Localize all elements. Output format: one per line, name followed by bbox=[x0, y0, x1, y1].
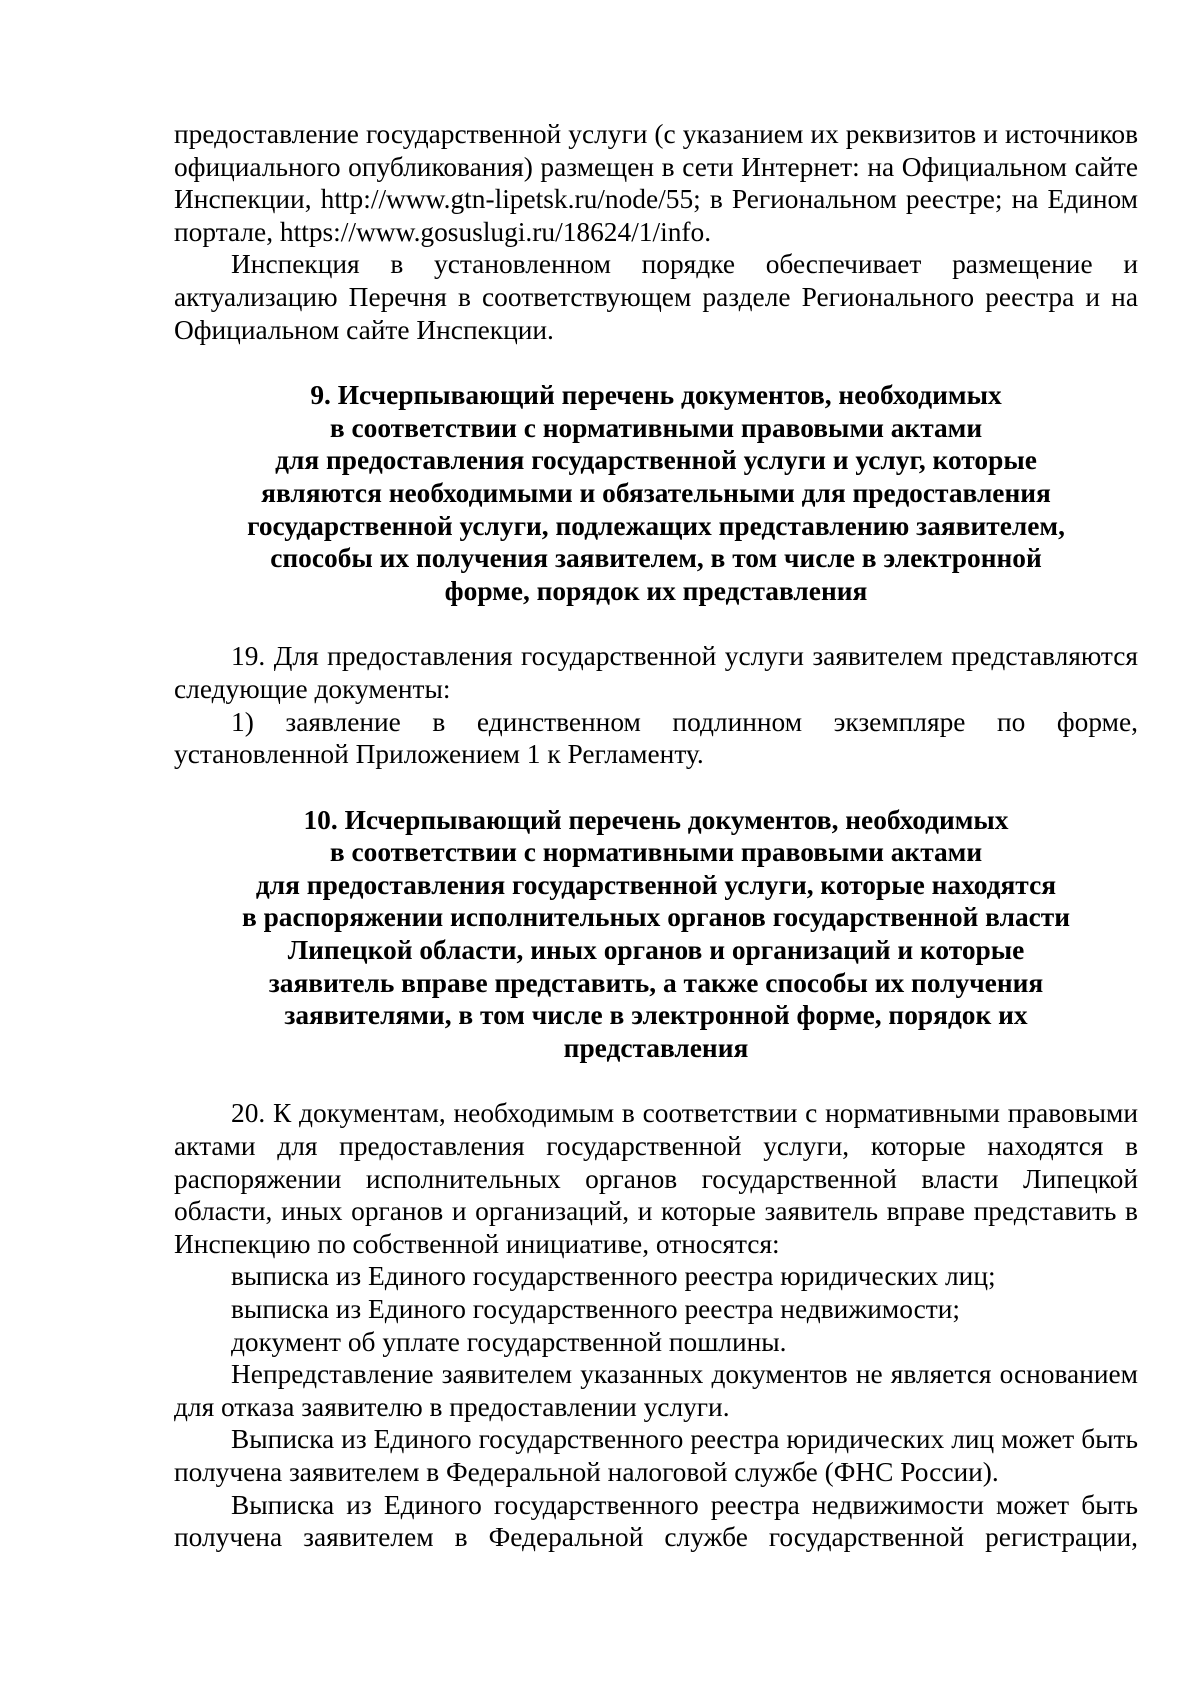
section-9-heading bbox=[174, 379, 1138, 607]
heading-line: являются необходимыми и обязательными для предоставления bbox=[261, 477, 1051, 508]
paragraph-internet-placement: предоставление государственной услуги (с указанием их реквизитов и источников официального опубликования) размещен в сети Интернет: на Официальном сайте Инспекции, http://www.gtn-lipetsk.ru/node/55; в Региональном реестре; на Едином портале, https://www.gosuslugi.ru/18624/1/info. bbox=[174, 119, 1138, 247]
heading-line: представления bbox=[563, 1032, 749, 1063]
list-item-egrn-extract: выписка из Единого государственного реестра недвижимости; bbox=[231, 1294, 960, 1324]
heading-line: заявителями, в том числе в электронной форме, порядок их bbox=[284, 1000, 1028, 1031]
heading-line: способы их получения заявителем, в том числе в электронной bbox=[270, 543, 1042, 574]
spacer bbox=[174, 771, 1138, 804]
paragraph-20: 20. К документам, необходимым в соответствии с нормативными правовыми актами для предоставления государственной услуги, которые находятся в распоряжении исполнительных органов государственной власти Липецкой области, иных органов и организаций, и которые заявитель вправе представить в Инспекцию по собственной инициативе, относятся: bbox=[174, 1098, 1138, 1259]
spacer bbox=[174, 346, 1138, 379]
heading-line: в распоряжении исполнительных органов государственной власти bbox=[241, 902, 1071, 933]
document-page bbox=[174, 118, 1138, 1554]
paragraph-egrn-source: Выписка из Единого государственного реестра недвижимости может быть получена заявителем в Федеральной службе государственной регистрации, bbox=[174, 1489, 1138, 1553]
heading-line: для предоставления государственной услуги, которые находятся bbox=[255, 869, 1057, 900]
heading-line: заявитель вправе представить, а также способы их получения bbox=[268, 967, 1044, 998]
heading-line: в соответствии с нормативными правовыми актами bbox=[329, 837, 983, 868]
heading-line: для предоставления государственной услуги и услуг, которые bbox=[275, 445, 1037, 476]
paragraph-19-item-1: 1) заявление в единственном подлинном экземпляре по форме, установленной Приложением 1 к Регламенту. bbox=[174, 706, 1138, 770]
heading-line: Липецкой области, иных органов и организаций и которые bbox=[287, 935, 1025, 966]
paragraph-inspection-updates: Инспекция в установленном порядке обеспечивает размещение и актуализацию Перечня в соответствующем разделе Регионального реестра и на Официальном сайте Инспекции. bbox=[174, 249, 1138, 345]
list-item-egrul-extract: выписка из Единого государственного реестра юридических лиц; bbox=[231, 1261, 996, 1292]
section-10-heading bbox=[174, 804, 1138, 1065]
paragraph-non-submission: Непредставление заявителем указанных документов не является основанием для отказа заявителю в предоставлении услуги. bbox=[174, 1359, 1138, 1422]
paragraph-egrul-source: Выписка из Единого государственного реестра юридических лиц может быть получена заявителем в Федеральной налоговой службе (ФНС России). bbox=[174, 1424, 1138, 1487]
paragraph-19: 19. Для предоставления государственной услуги заявителем представляются следующие документы: bbox=[174, 641, 1138, 704]
spacer bbox=[174, 1064, 1138, 1097]
heading-line: 9. Исчерпывающий перечень документов, необходимых bbox=[310, 380, 1002, 411]
list-item-state-fee-document: документ об уплате государственной пошлины. bbox=[231, 1326, 787, 1357]
heading-line: форме, порядок их представления bbox=[444, 575, 868, 606]
spacer bbox=[174, 607, 1138, 640]
heading-line: в соответствии с нормативными правовыми актами bbox=[329, 412, 983, 443]
heading-line: 10. Исчерпывающий перечень документов, необходимых bbox=[303, 804, 1009, 835]
heading-line: государственной услуги, подлежащих представлению заявителем, bbox=[247, 510, 1065, 541]
